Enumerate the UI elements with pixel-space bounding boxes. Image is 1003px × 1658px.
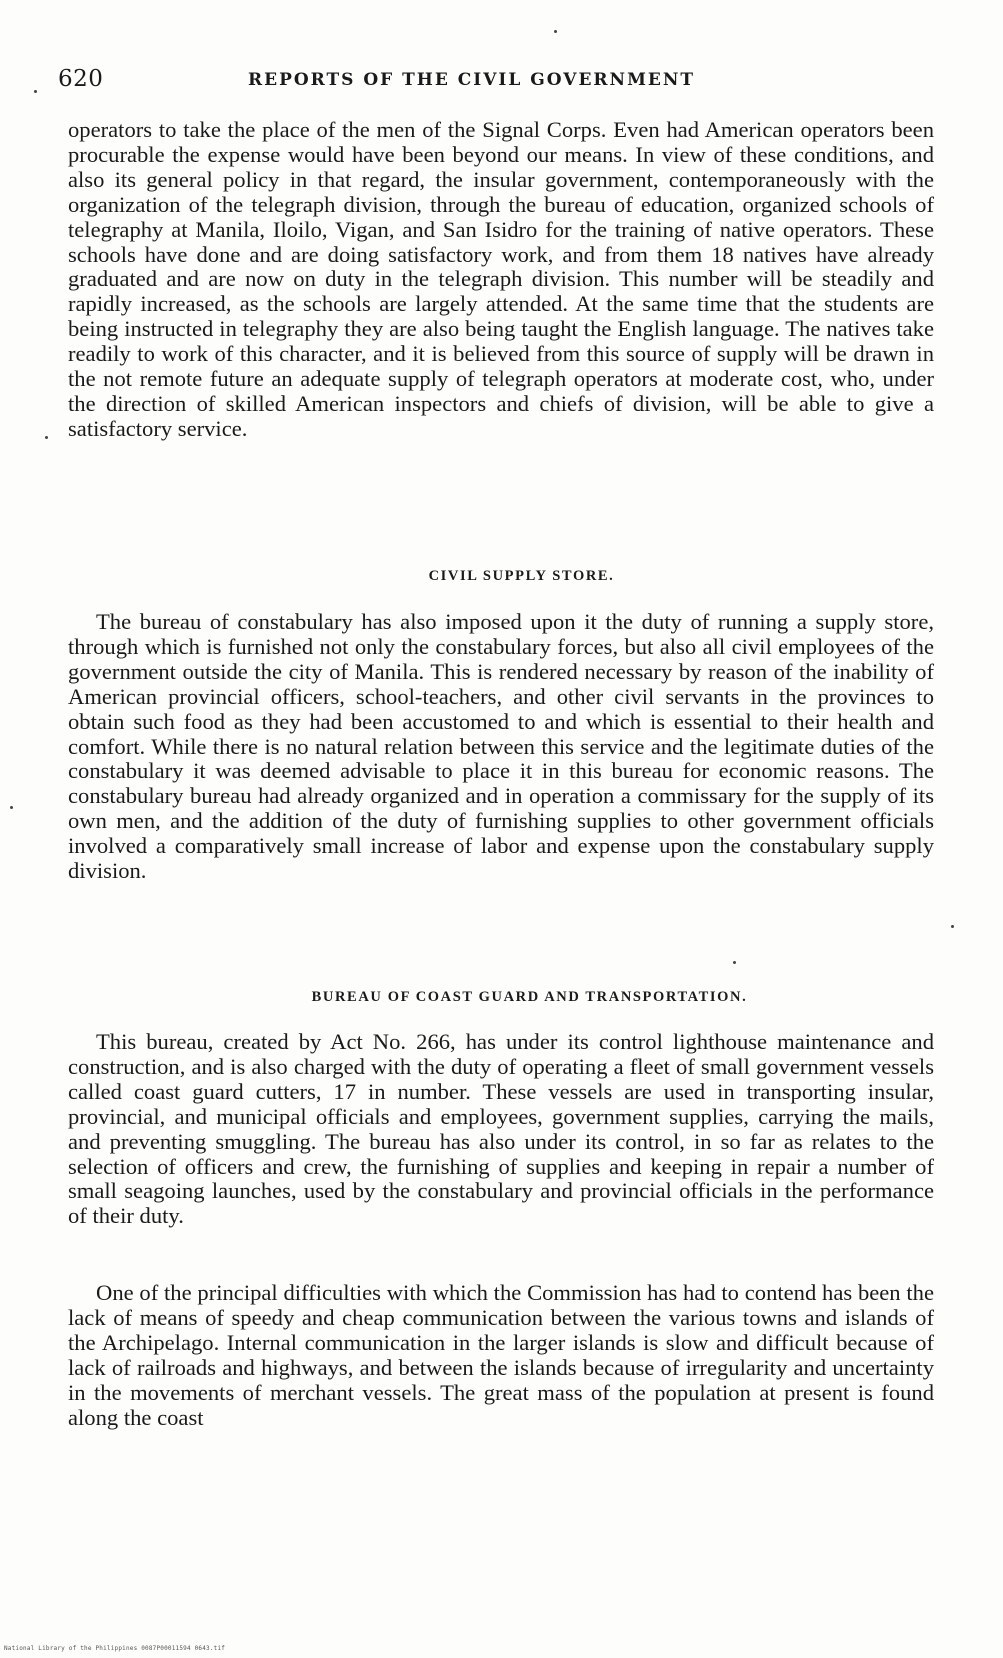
paragraph-coast-guard-bureau: This bureau, created by Act No. 266, has under its control lighthouse maintenance and construction, and is also charged with the duty of operating a fleet of small government vessels called coast guard cutters, 17 in number. These vessels are used in transporting insular, provincial, and municipal officials and employees, government supplies, carrying the mails, and preventing smuggling. The bureau has also under its control, in so far as relates to the selection of officers and crew, the furnishing of supplies and keeping in repair a number of small seagoing launches, used by the constabulary and provincial officials in the performance of their duty. xyxy=(68,1029,934,1229)
scan-speck xyxy=(34,90,37,93)
scan-speck xyxy=(554,30,557,33)
paragraph-telegraph-operators: operators to take the place of the men of the Signal Corps. Even had American operators been procurable the expense would have been beyond our means. In view of these conditions, and also its general policy in that regard, the insular government, contemporaneously with the organization of the telegraph division, through the bureau of education, organized schools of telegraphy at Manila, Iloilo, Vigan, and San Isidro for the training of native operators. These schools have done and are doing satisfactory work, and from them 18 natives have already graduated and are now on duty in the telegraph division. This number will be steadily and rapidly increased, as the schools are largely attended. At the same time that the students are being instructed in telegraphy they are also being taught the English language. The natives take readily to work of this character, and it is believed from this source of supply will be drawn in the not remote future an adequate supply of telegraph operators at moderate cost, who, under the direction of skilled American inspectors and chiefs of division, will be able to give a satisfactory service. xyxy=(68,117,934,441)
paragraph-communication-difficulties: One of the principal difficulties with which the Commission has had to contend has been the lack of means of speedy and cheap communication between the various towns and islands of the Archipelago. Internal communication in the larger islands is slow and difficult because of lack of railroads and highways, and between the islands because of irregularity and uncertainty in the movements of merchant vessels. The great mass of the population at present is found along the coast xyxy=(68,1280,934,1430)
page-number: 620 xyxy=(58,66,104,92)
scan-speck xyxy=(733,961,736,964)
scan-speck xyxy=(951,925,954,928)
heading-civil-supply-store: CIVIL SUPPLY STORE. xyxy=(428,568,615,584)
paragraph-civil-supply-store: The bureau of constabulary has also imposed upon it the duty of running a supply store, through which is furnished not only the constabulary forces, but also all civil employees of the government outside the city of Manila. This is rendered necessary by reason of the inability of American provincial officers, school-teachers, and other civil servants in the provinces to obtain such food as they had been accustomed to and which is essential to their health and comfort. While there is no natural relation between this service and the legitimate duties of the constabulary it was deemed advisable to place it in this bureau for economic reasons. The constabulary bureau had already organized and in operation a commissary for the supply of its own men, and the addition of the duty of furnishing supplies to other government officials involved a comparatively small increase of labor and expense upon the constabulary supply division. xyxy=(68,609,934,884)
page-header xyxy=(58,66,938,96)
scan-speck xyxy=(45,436,48,439)
heading-coast-guard-bureau: BUREAU OF COAST GUARD AND TRANSPORTATION. xyxy=(311,989,748,1005)
scan-speck xyxy=(10,806,13,809)
running-title: REPORTS OF THE CIVIL GOVERNMENT xyxy=(248,70,696,90)
scan-footer: National Library of the Philippines 0087P00011594 0643.tif xyxy=(4,1645,226,1652)
